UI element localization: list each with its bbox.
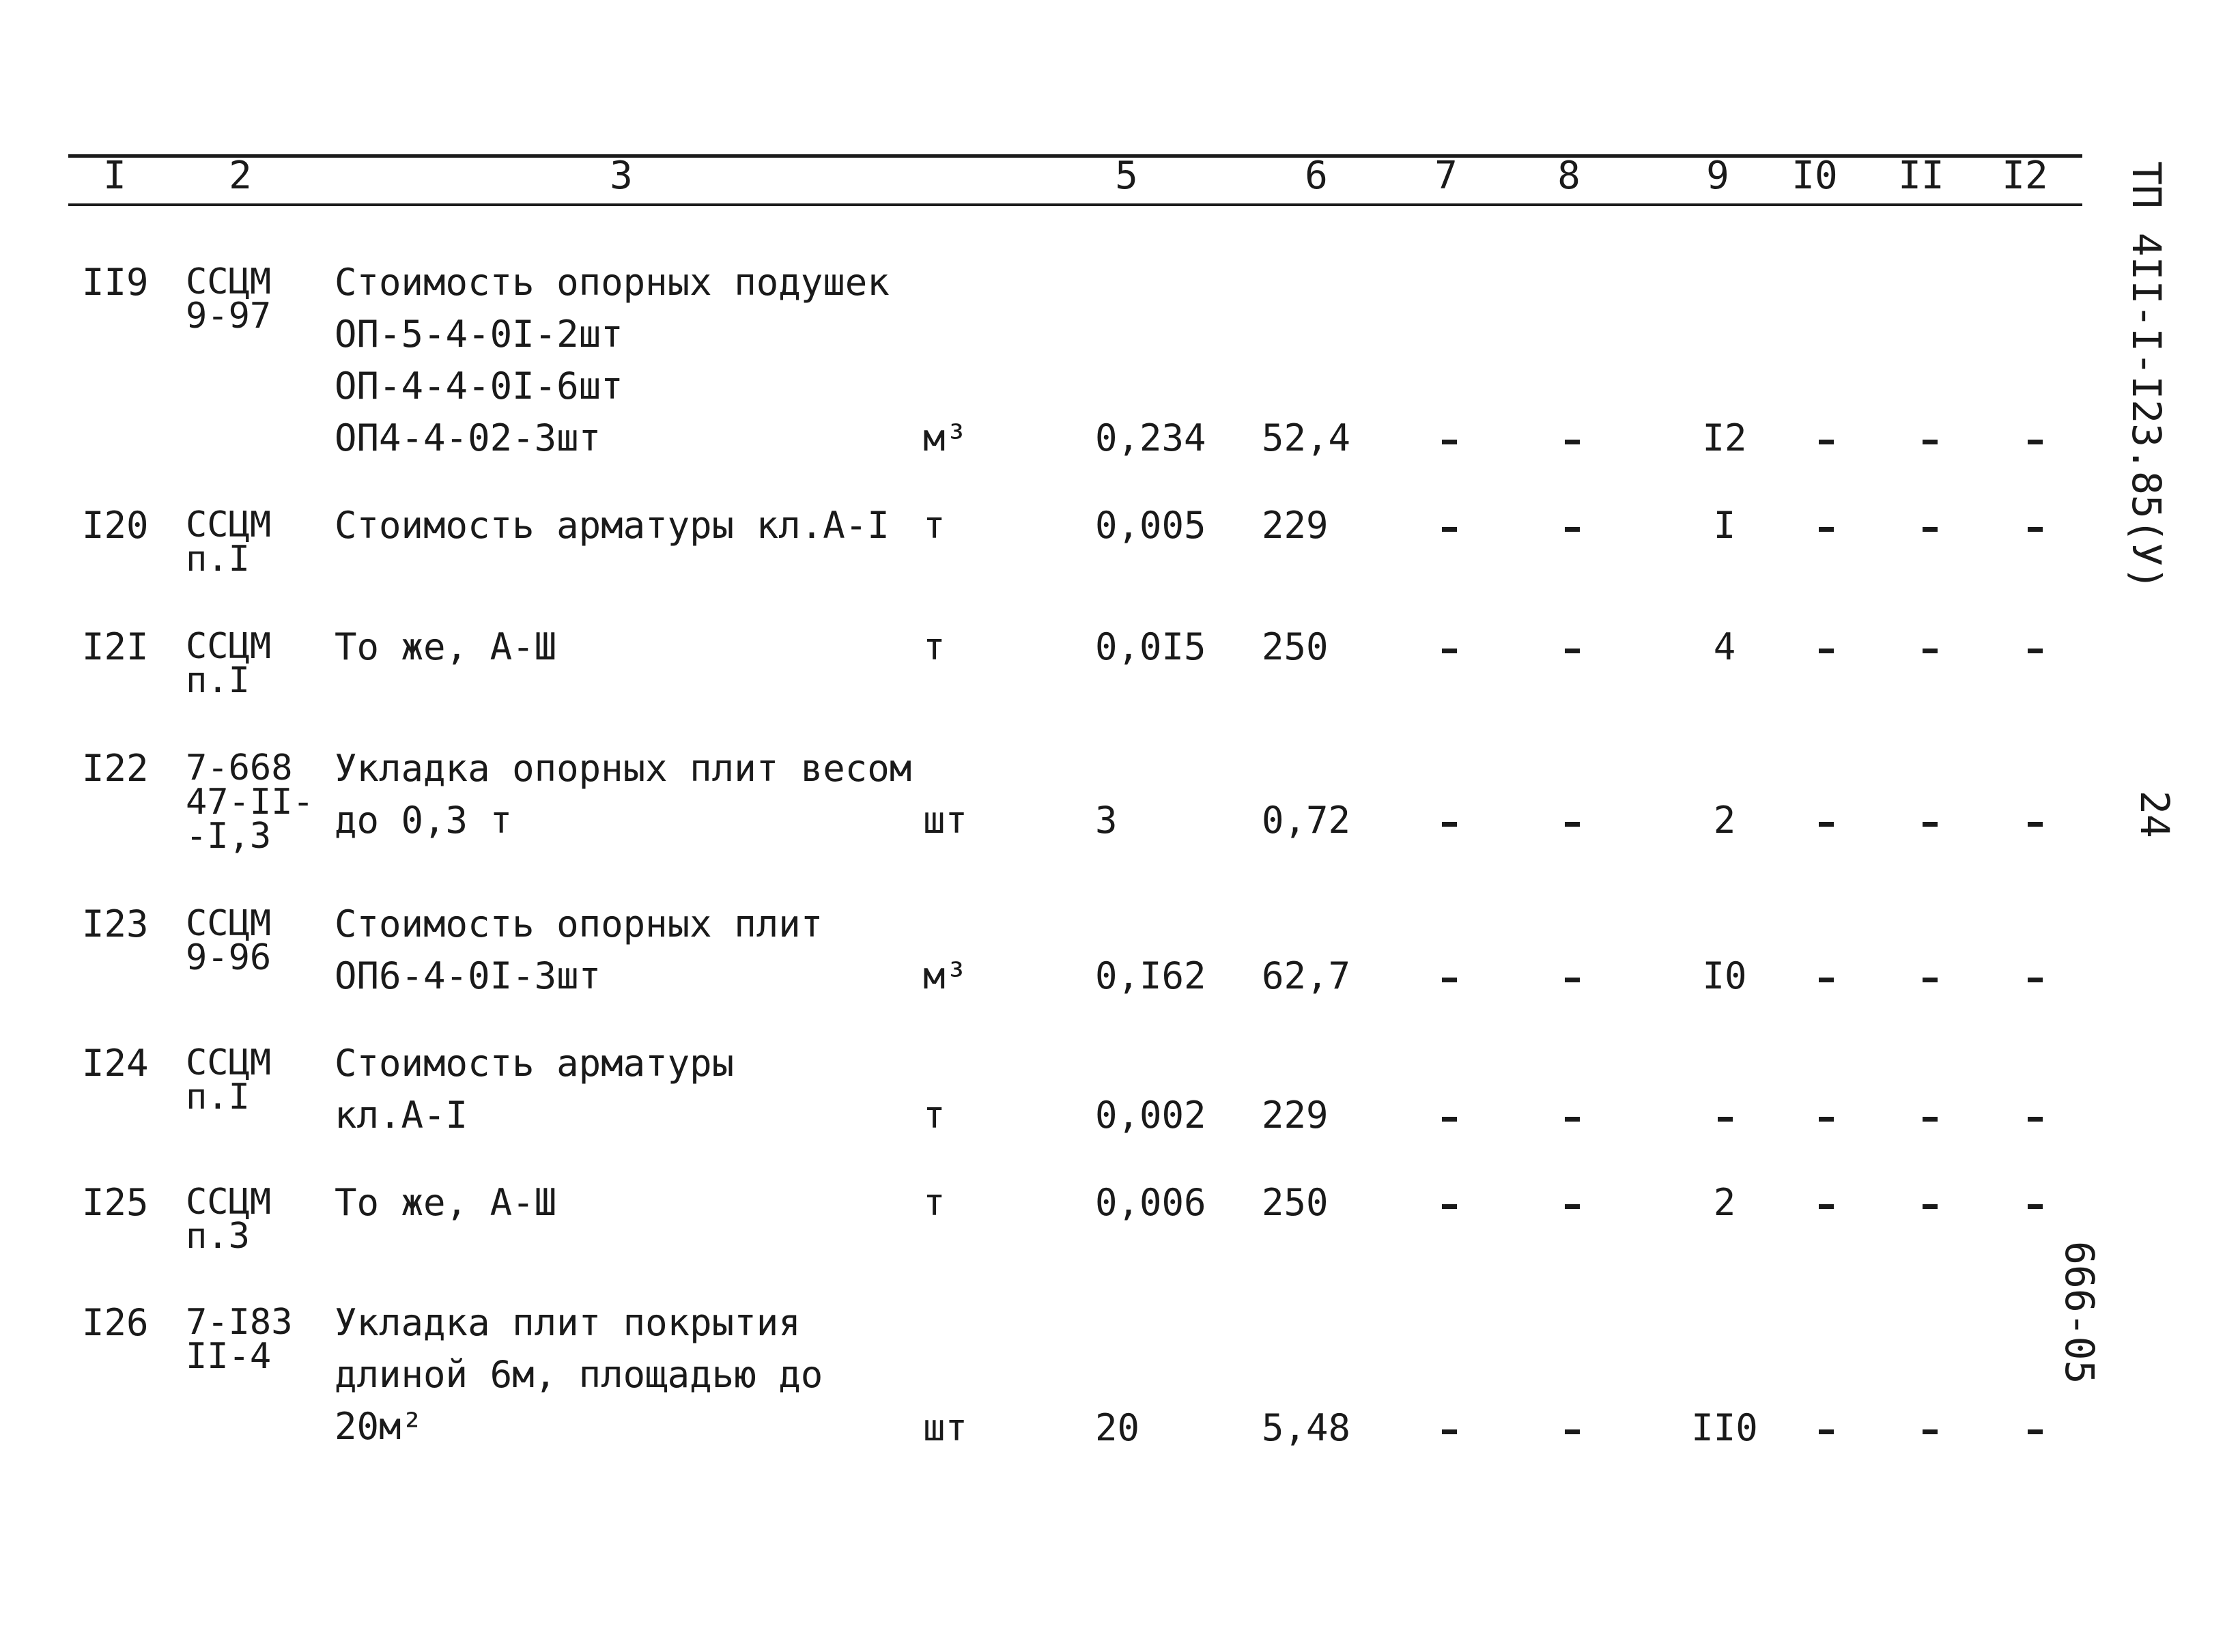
row-number: I22	[82, 747, 149, 790]
row-unit: т	[923, 1181, 946, 1224]
row-description-line: ОП4-4-02-3шт	[335, 416, 601, 459]
row-col5-value: 0,006	[1095, 1181, 1206, 1224]
row-description-line: 20м²	[335, 1405, 424, 1448]
row-c7-dash	[1442, 978, 1457, 982]
row-c11-dash	[1923, 1429, 1938, 1434]
row-description-line: То же, А-Ш	[335, 625, 557, 668]
row-col5-value: 0,234	[1095, 416, 1206, 459]
document-code: ТП 4II-I-I23.85(У)	[2123, 161, 2170, 590]
row-c9-value: 4	[1713, 625, 1736, 668]
row-col5-value: 0,005	[1095, 504, 1206, 547]
row-code-line: 9-97	[186, 296, 272, 337]
row-col5-value: 3	[1095, 799, 1118, 842]
row-c7-dash	[1442, 1429, 1457, 1434]
row-description-line: длиной 6м, площадью до	[335, 1353, 823, 1396]
row-c8-dash	[1565, 1429, 1580, 1434]
row-col6-value: 229	[1262, 1094, 1329, 1137]
row-unit: шт	[923, 799, 968, 842]
row-number: I2I	[82, 625, 149, 668]
row-number: I23	[82, 902, 149, 945]
row-col6-value: 250	[1262, 625, 1329, 668]
row-unit: м³	[923, 416, 968, 459]
row-code-line: -I,3	[186, 816, 272, 857]
header-col-3: 3	[610, 154, 633, 198]
row-code-line: II-4	[186, 1336, 272, 1377]
row-c9-value: 2	[1713, 1181, 1736, 1224]
row-number: I24	[82, 1042, 149, 1085]
row-c8-dash	[1565, 440, 1580, 444]
row-c9-value: 2	[1713, 799, 1736, 842]
row-c12-dash	[2028, 1204, 2043, 1209]
row-code-line: 47-II-	[186, 782, 314, 823]
row-description-line: ОП-4-4-0I-6шт	[335, 365, 623, 408]
row-c9-value: II0	[1691, 1406, 1758, 1449]
row-c10-dash	[1819, 649, 1834, 653]
row-unit: т	[923, 1094, 946, 1137]
row-c10-dash	[1819, 1204, 1834, 1209]
row-number: I20	[82, 504, 149, 547]
row-code-line: п.I	[186, 660, 250, 701]
row-c8-dash	[1565, 1117, 1580, 1122]
row-description-line: кл.А-I	[335, 1094, 468, 1137]
header-col-8: 8	[1557, 154, 1581, 198]
row-description-line: Укладка опорных плит весом	[335, 747, 912, 790]
row-c11-dash	[1923, 440, 1938, 444]
row-c9-value: I2	[1702, 416, 1747, 459]
row-c12-dash	[2028, 822, 2043, 827]
row-description-line: То же, А-Ш	[335, 1181, 557, 1224]
row-c7-dash	[1442, 527, 1457, 532]
row-c7-dash	[1442, 649, 1457, 653]
row-number: I25	[82, 1181, 149, 1224]
row-c8-dash	[1565, 1204, 1580, 1209]
row-c10-dash	[1819, 1117, 1834, 1122]
row-description-line: ОП-5-4-0I-2шт	[335, 313, 623, 356]
row-c10-dash	[1819, 1429, 1834, 1434]
row-code-line: 9-96	[186, 937, 272, 978]
row-c10-dash	[1819, 527, 1834, 532]
row-description-line: Стоимость опорных подушек	[335, 261, 890, 304]
row-c10-dash	[1819, 440, 1834, 444]
row-c11-dash	[1923, 1117, 1938, 1122]
row-code-line: ССЦМ	[186, 903, 272, 944]
row-c12-dash	[2028, 1117, 2043, 1122]
row-c9-value: I	[1713, 504, 1736, 547]
row-unit: т	[923, 504, 946, 547]
row-description-line: Стоимость арматуры	[335, 1042, 735, 1085]
header-col-5: 5	[1115, 154, 1138, 198]
row-code-line: п.3	[186, 1216, 250, 1257]
row-c7-dash	[1442, 1204, 1457, 1209]
row-description-line: до 0,3 т	[335, 799, 513, 842]
row-code-line: ССЦМ	[186, 504, 272, 545]
row-c7-dash	[1442, 822, 1457, 827]
row-code-line: ССЦМ	[186, 1042, 272, 1083]
row-c8-dash	[1565, 527, 1580, 532]
row-code-line: 7-668	[186, 747, 293, 788]
header-col-10: I0	[1791, 154, 1838, 198]
row-col6-value: 52,4	[1262, 416, 1351, 459]
row-c11-dash	[1923, 978, 1938, 982]
row-code-line: п.I	[186, 1077, 250, 1117]
header-col-2: 2	[229, 154, 252, 198]
row-c12-dash	[2028, 649, 2043, 653]
row-col5-value: 0,002	[1095, 1094, 1206, 1137]
row-c12-dash	[2028, 1429, 2043, 1434]
row-c11-dash	[1923, 822, 1938, 827]
row-c12-dash	[2028, 978, 2043, 982]
row-c8-dash	[1565, 649, 1580, 653]
header-bottom-rule	[68, 203, 2082, 206]
row-c8-dash	[1565, 822, 1580, 827]
row-c9-value: I0	[1702, 954, 1747, 997]
header-col-1: I	[103, 154, 126, 198]
row-code-line: ССЦМ	[186, 626, 272, 667]
row-c10-dash	[1819, 822, 1834, 827]
row-c7-dash	[1442, 1117, 1457, 1122]
row-col6-value: 229	[1262, 504, 1329, 547]
row-unit: шт	[923, 1406, 968, 1449]
row-code-line: 7-I83	[186, 1302, 293, 1343]
row-c11-dash	[1923, 1204, 1938, 1209]
sheet-code: 666-05	[2056, 1241, 2103, 1384]
row-c10-dash	[1819, 978, 1834, 982]
row-description-line: Укладка плит покрытия	[335, 1301, 801, 1344]
row-c9-dash	[1718, 1117, 1733, 1122]
row-number: I26	[82, 1301, 149, 1344]
row-col6-value: 62,7	[1262, 954, 1351, 997]
header-col-12: I2	[2002, 154, 2048, 198]
row-unit: т	[923, 625, 946, 668]
row-c12-dash	[2028, 527, 2043, 532]
header-col-6: 6	[1305, 154, 1328, 198]
row-col5-value: 0,0I5	[1095, 625, 1206, 668]
row-number: II9	[82, 261, 149, 304]
row-code-line: ССЦМ	[186, 1182, 272, 1223]
row-unit: м³	[923, 954, 968, 997]
row-col6-value: 250	[1262, 1181, 1329, 1224]
page-number: 24	[2131, 791, 2178, 838]
row-c7-dash	[1442, 440, 1457, 444]
row-col5-value: 20	[1095, 1406, 1140, 1449]
row-c12-dash	[2028, 440, 2043, 444]
row-description-line: Стоимость арматуры кл.А-I	[335, 504, 890, 547]
row-code-line: п.I	[186, 539, 250, 580]
row-col5-value: 0,I62	[1095, 954, 1206, 997]
header-col-11: II	[1898, 154, 1944, 198]
row-code-line: ССЦМ	[186, 261, 272, 302]
header-col-9: 9	[1706, 154, 1729, 198]
row-c11-dash	[1923, 527, 1938, 532]
row-c11-dash	[1923, 649, 1938, 653]
row-c8-dash	[1565, 978, 1580, 982]
row-description-line: ОП6-4-0I-3шт	[335, 954, 601, 997]
row-col6-value: 0,72	[1262, 799, 1351, 842]
row-col6-value: 5,48	[1262, 1406, 1351, 1449]
header-col-7: 7	[1434, 154, 1458, 198]
row-description-line: Стоимость опорных плит	[335, 902, 823, 945]
